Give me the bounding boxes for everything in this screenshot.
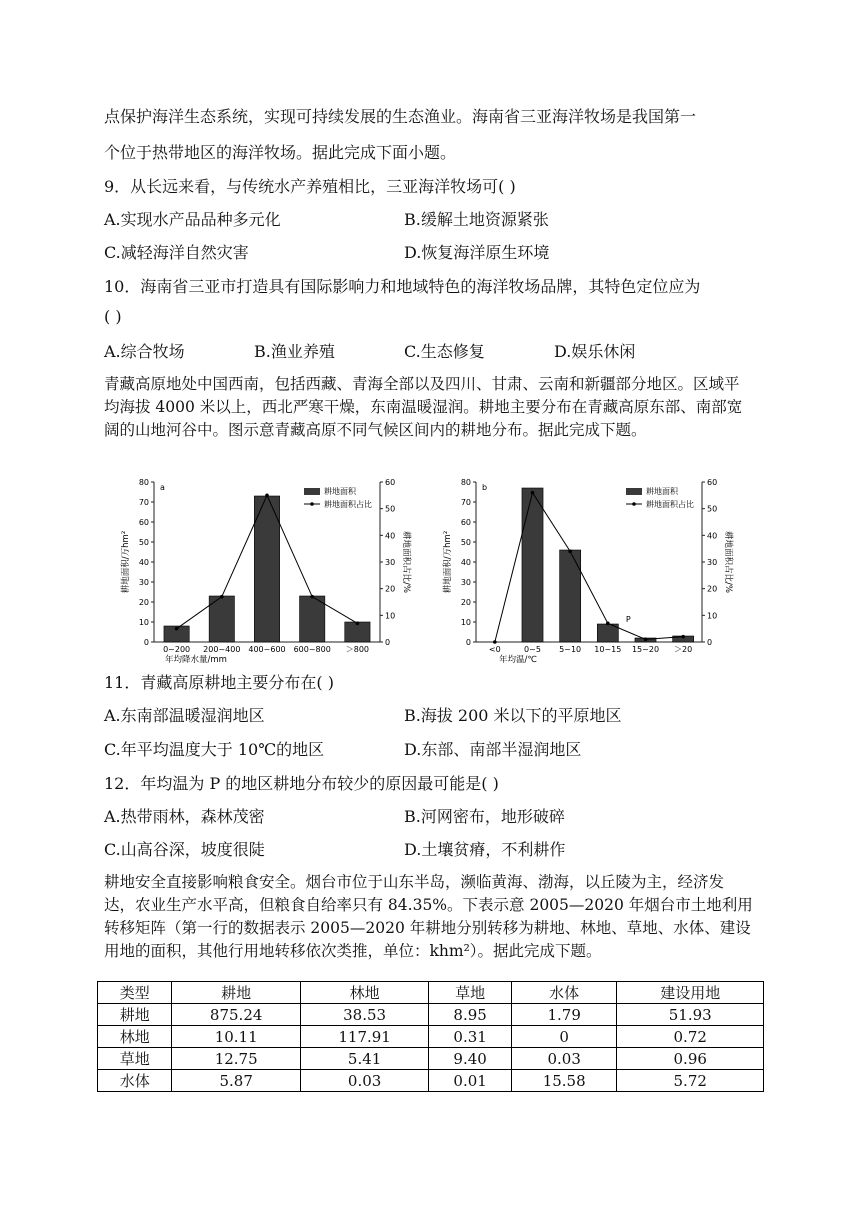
y-right-tick-label: 30: [707, 558, 718, 567]
table-cell: 10.11: [172, 1026, 300, 1048]
y-right-tick-label: 60: [707, 478, 718, 487]
y-right-tick-label: 40: [385, 531, 396, 541]
y-tick-label: 20: [460, 598, 471, 607]
bar: [300, 596, 325, 642]
line-point: [493, 640, 497, 644]
table-row: [98, 1048, 764, 1070]
legend-swatch-bar: [304, 488, 320, 495]
x-tick-label: 0~200: [163, 645, 191, 654]
q11-option-a: A.东南部温暖湿润地区: [104, 706, 265, 725]
legend-swatch-point: [632, 502, 636, 506]
passage-yantai: 耕地安全直接影响粮食安全。烟台市位于山东半岛，濒临黄海、渤海，以丘陵为主，经济发达，农业生产水平高，但粮食自给率只有 84.35%。下表示意 2005—2020 年烟台市土地利用转移矩阵（第一行的数据表示 2005—2020 年耕地分别转移为耕地、林地、草地、水体、建设用地的面积，其他行用地转移依次类推，单位：khm²）。据此完成下题。: [104, 873, 753, 960]
panel-label: b: [482, 483, 488, 492]
q12-option-a: A.热带雨林，森林茂密: [104, 807, 265, 826]
y-tick-label: 0: [143, 638, 149, 647]
line-point: [265, 494, 269, 498]
table-header: 林地: [300, 982, 428, 1004]
table-cell: 水体: [98, 1070, 172, 1092]
bar: [522, 488, 543, 642]
annotation-p: P: [625, 615, 631, 624]
y-tick-label: 10: [460, 618, 471, 627]
legend-label-area: 耕地面积: [646, 487, 678, 496]
chart-temperature: [440, 474, 740, 664]
y-tick-label: 40: [460, 558, 471, 567]
legend-label-area: 耕地面积: [324, 487, 356, 496]
table-cell: 5.87: [172, 1070, 300, 1092]
line-point: [310, 595, 314, 599]
x-tick-label: 200~400: [203, 645, 241, 654]
y-tick-label: 10: [138, 618, 149, 627]
y-tick-label: 40: [138, 558, 149, 567]
table-cell: 0.96: [617, 1048, 764, 1070]
table-row: [98, 1026, 764, 1048]
passage-qinghai-tibet: 青藏高原地处中国西南，包括西藏、青海全部以及四川、甘肃、云南和新疆部分地区。区域平均海拔 4000 米以上，西北严寒干燥，东南温暖湿润。耕地主要分布在青藏高原东部、南部宽阔的山地河谷中。图示意青藏高原不同气候区间内的耕地分布。据此完成下题。: [104, 375, 743, 439]
table-cell: 1.79: [511, 1004, 617, 1026]
line-point: [220, 595, 224, 599]
q10-stem: 10．海南省三亚市打造具有国际影响力和地域特色的海洋牧场品牌，其特色定位应为: [104, 277, 701, 296]
y-axis-label: 耕地面积/万hm²: [121, 530, 131, 594]
intro-line-2: 个位于热带地区的海洋牧场。据此完成下面小题。: [104, 143, 457, 162]
q10-option-b: B.渔业养殖: [254, 342, 335, 361]
bar: [254, 496, 279, 642]
y-right-axis-label: 耕地面积占比/%: [401, 531, 411, 593]
y-right-tick-label: 30: [385, 558, 396, 567]
line-point: [644, 638, 648, 642]
table-cell: 12.75: [172, 1048, 300, 1070]
intro-line-1: 点保护海洋生态系统，实现可持续发展的生态渔业。海南省三亚海洋牧场是我国第一: [104, 107, 697, 126]
y-tick-label: 0: [465, 638, 471, 647]
x-tick-label: 600~800: [293, 645, 331, 654]
table-cell: 117.91: [300, 1026, 428, 1048]
q10-option-c: C.生态修复: [404, 342, 485, 361]
table-header: 耕地: [172, 982, 300, 1004]
q10-option-a: A.综合牧场: [104, 342, 185, 361]
q9-stem: 9．从长远来看，与传统水产养殖相比，三亚海洋牧场可( ): [104, 177, 516, 196]
x-axis-label: 年均温/℃: [499, 655, 537, 664]
table-cell: 0.72: [617, 1026, 764, 1048]
line-point: [681, 635, 685, 639]
q11-stem: 11．青藏高原耕地主要分布在( ): [104, 673, 334, 692]
q9-option-c: C.减轻海洋自然灾害: [104, 243, 249, 262]
q9-option-a: A.实现水产品品种多元化: [104, 210, 281, 229]
q9-option-d: D.恢复海洋原生环境: [404, 243, 550, 262]
x-axis-label: 年均降水量/mm: [165, 655, 227, 664]
y-right-tick-label: 20: [385, 584, 396, 594]
panel-label: a: [160, 483, 165, 492]
y-right-tick-label: 20: [707, 584, 718, 594]
y-tick-label: 80: [460, 478, 471, 487]
y-tick-label: 30: [138, 578, 149, 587]
y-right-tick-label: 0: [385, 638, 391, 647]
table-cell: 51.93: [617, 1004, 764, 1026]
y-right-axis-label: 耕地面积占比/%: [723, 531, 733, 593]
line-point: [531, 491, 535, 495]
table-cell: 38.53: [300, 1004, 428, 1026]
y-tick-label: 30: [460, 578, 471, 587]
table-cell: 林地: [98, 1026, 172, 1048]
y-right-tick-label: 10: [385, 611, 396, 621]
q11-option-d: D.东部、南部半湿润地区: [404, 740, 582, 759]
x-tick-label: 5~10: [559, 645, 582, 654]
table-cell: 0.01: [429, 1070, 512, 1092]
legend-swatch-bar: [626, 488, 642, 495]
table-row: [98, 1070, 764, 1092]
x-tick-label: 10~15: [594, 645, 622, 654]
table-cell: 0.31: [429, 1026, 512, 1048]
table-header-row: [98, 982, 764, 1004]
table-cell: 15.58: [511, 1070, 617, 1092]
y-tick-label: 80: [138, 478, 149, 487]
q10-stem-tail: ( ): [104, 307, 122, 326]
table-header: 类型: [98, 982, 172, 1004]
y-right-tick-label: 10: [707, 611, 718, 621]
table-cell: 0.03: [300, 1070, 428, 1092]
y-right-tick-label: 0: [707, 638, 713, 647]
q12-stem: 12．年均温为 P 的地区耕地分布较少的原因最可能是( ): [104, 774, 499, 793]
y-right-tick-label: 50: [385, 504, 396, 514]
x-tick-label: <0: [488, 645, 501, 654]
y-tick-label: 70: [460, 498, 471, 507]
y-axis-label: 耕地面积/万hm²: [443, 530, 453, 594]
x-tick-label: 0~5: [524, 645, 541, 654]
y-right-tick-label: 60: [385, 478, 396, 487]
bar: [560, 550, 581, 642]
line-point: [606, 622, 610, 626]
table-cell: 5.72: [617, 1070, 764, 1092]
q12-option-d: D.土壤贫瘠，不利耕作: [404, 840, 566, 859]
table-cell: 草地: [98, 1048, 172, 1070]
line-point: [356, 622, 360, 626]
y-tick-label: 70: [138, 498, 149, 507]
table-header: 水体: [511, 982, 617, 1004]
line-point: [568, 550, 572, 554]
table-cell: 8.95: [429, 1004, 512, 1026]
table-row: [98, 1004, 764, 1026]
table-cell: 0.03: [511, 1048, 617, 1070]
q10-option-d: D.娱乐休闲: [554, 342, 636, 361]
table-header: 草地: [429, 982, 512, 1004]
q12-option-b: B.河网密布，地形破碎: [404, 807, 565, 826]
y-tick-label: 50: [138, 538, 149, 547]
y-tick-label: 60: [460, 518, 471, 527]
q12-option-c: C.山高谷深，坡度很陡: [104, 840, 265, 859]
chart-precipitation: [118, 474, 418, 664]
y-right-tick-label: 40: [707, 531, 718, 541]
q9-option-b: B.缓解土地资源紧张: [404, 210, 549, 229]
y-tick-label: 50: [460, 538, 471, 547]
table-cell: 5.41: [300, 1048, 428, 1070]
line-point: [175, 627, 179, 631]
table-header: 建设用地: [617, 982, 764, 1004]
q11-option-c: C.年平均温度大于 10℃的地区: [104, 740, 325, 759]
legend-swatch-point: [310, 502, 314, 506]
table-cell: 耕地: [98, 1004, 172, 1026]
legend-label-share: 耕地面积占比: [324, 500, 372, 509]
legend-label-share: 耕地面积占比: [646, 500, 694, 509]
table-cell: 0: [511, 1026, 617, 1048]
y-tick-label: 20: [138, 598, 149, 607]
x-tick-label: ＞800: [345, 645, 370, 654]
x-tick-label: 400~600: [248, 645, 286, 654]
table-cell: 9.40: [429, 1048, 512, 1070]
x-tick-label: 15~20: [631, 645, 660, 654]
x-tick-label: ＞20: [674, 645, 693, 654]
table-cell: 875.24: [172, 1004, 300, 1026]
q11-option-b: B.海拔 200 米以下的平原地区: [404, 706, 622, 725]
y-right-tick-label: 50: [707, 504, 718, 514]
land-transfer-table: [97, 981, 764, 1092]
y-tick-label: 60: [138, 518, 149, 527]
